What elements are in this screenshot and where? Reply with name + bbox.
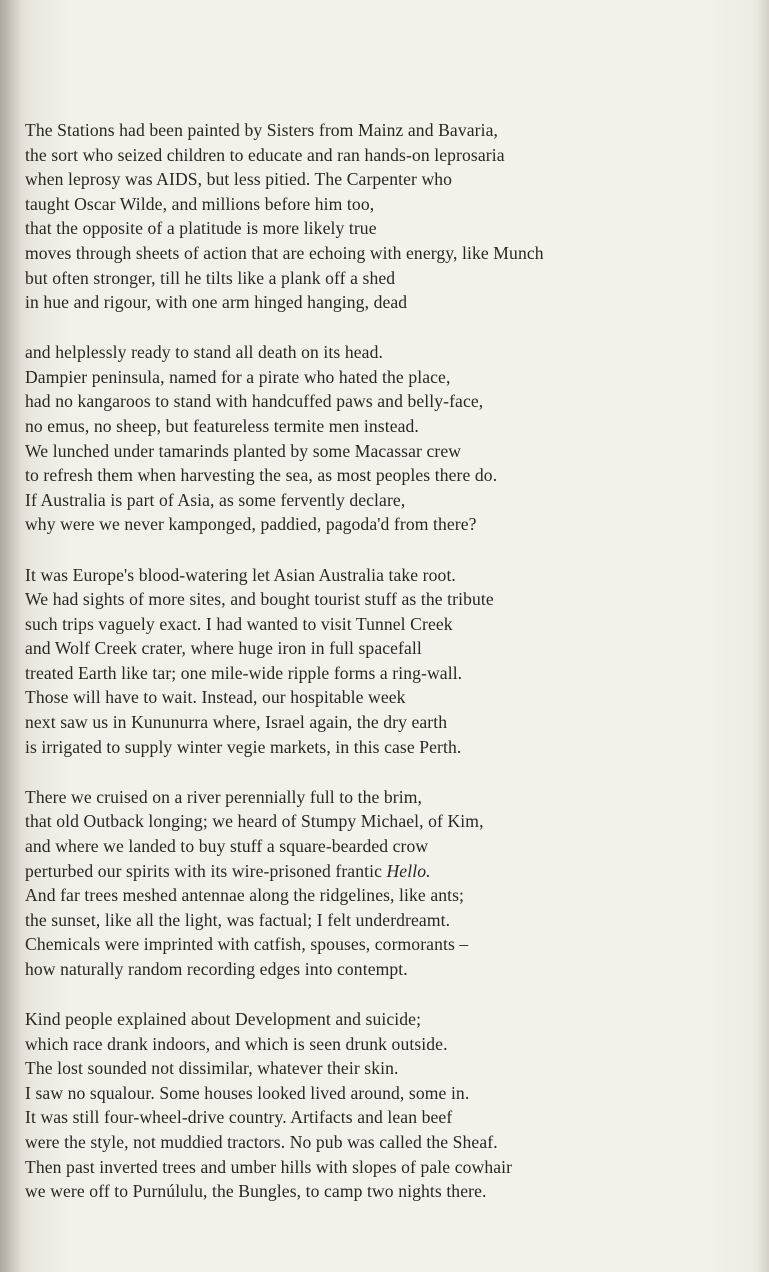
poem-line: treated Earth like tar; one mile-wide ripple forms a ring-wall. [25,662,463,683]
page-edge [757,0,769,1272]
poem-line: to refresh them when harvesting the sea, as most peoples there do. [25,465,498,486]
poem-line: in hue and rigour, with one arm hinged hanging, dead [25,292,408,313]
poem-line: such trips vaguely exact. I had wanted to visit Tunnel Creek [25,613,453,634]
poem-line: had no kangaroos to stand with handcuffed paws and belly-face, [25,391,484,412]
poem-line-with-italic [25,859,705,884]
italic-word: Hello. [386,860,431,881]
stanza-1 [25,118,705,315]
poem-line: taught Oscar Wilde, and millions before him too, [25,193,375,214]
poem-line: the sunset, like all the light, was factual; I felt underdreamt. [25,909,451,930]
stanza-3 [25,563,705,760]
poem-line: I saw no squalour. Some houses looked lived around, some in. [25,1082,470,1103]
poem-line: The Stations had been painted by Sisters from Mainz and Bavaria, [25,120,499,140]
poem-line: that old Outback longing; we heard of Stumpy Michael, of Kim, [25,811,484,832]
stanza-4 [25,785,705,982]
poem-line: Those will have to wait. Instead, our hospitable week [25,687,406,708]
poem-line: It was Europe's blood-watering let Asian Australia take root. [25,564,456,585]
poem-line: Chemicals were imprinted with catfish, spouses, cormorants – [25,934,469,955]
poem-text [25,118,705,1229]
poem-line: It was still four-wheel-drive country. Artifacts and lean beef [25,1107,453,1128]
poem-line: and helplessly ready to stand all death on its head. [25,342,383,363]
poem-line: why were we never kamponged, paddied, pagoda'd from there? [25,514,477,535]
poem-line: is irrigated to supply winter vegie markets, in this case Perth. [25,736,462,757]
poem-line: We lunched under tamarinds planted by some Macassar crew [25,440,462,461]
poem-line: were the style, not muddied tractors. No pub was called the Sheaf. [25,1131,498,1152]
poem-line: The lost sounded not dissimilar, whatever their skin. [25,1058,399,1079]
poem-line-text: perturbed our spirits with its wire-prisoned frantic [25,860,382,881]
poem-line: the sort who seized children to educate and ran hands-on leprosaria [25,144,505,165]
poem-line: next saw us in Kununurra where, Israel again, the dry earth [25,712,448,733]
poem-line: Dampier peninsula, named for a pirate who hated the place, [25,366,451,387]
poem-line: moves through sheets of action that are echoing with energy, like Munch [25,242,544,263]
poem-line: And far trees meshed antennae along the ridgelines, like ants; [25,885,465,906]
poem-line: which race drank indoors, and which is seen drunk outside. [25,1033,448,1054]
poem-line: no emus, no sheep, but featureless termite men instead. [25,416,419,437]
poem-line: and where we landed to buy stuff a square-bearded crow [25,835,429,856]
poem-line: we were off to Purnúlulu, the Bungles, to camp two nights there. [25,1181,487,1202]
poem-line: There we cruised on a river perennially full to the brim, [25,786,423,807]
poem-line: but often stronger, till he tilts like a plank off a shed [25,267,396,288]
stanza-2 [25,340,705,537]
poem-line: Then past inverted trees and umber hills with slopes of pale cowhair [25,1156,513,1177]
poem-line: Kind people explained about Development and suicide; [25,1009,422,1029]
poem-line: that the opposite of a platitude is more likely true [25,218,377,239]
stanza-5 [25,1007,705,1204]
poem-line: We had sights of more sites, and bought tourist stuff as the tribute [25,589,494,610]
poem-line: when leprosy was AIDS, but less pitied. The Carpenter who [25,169,453,190]
poem-line: and Wolf Creek crater, where huge iron in full spacefall [25,638,422,659]
spine-shadow [0,0,22,1272]
poem-line: how naturally random recording edges into contempt. [25,958,408,979]
poem-line: If Australia is part of Asia, as some fervently declare, [25,489,406,510]
